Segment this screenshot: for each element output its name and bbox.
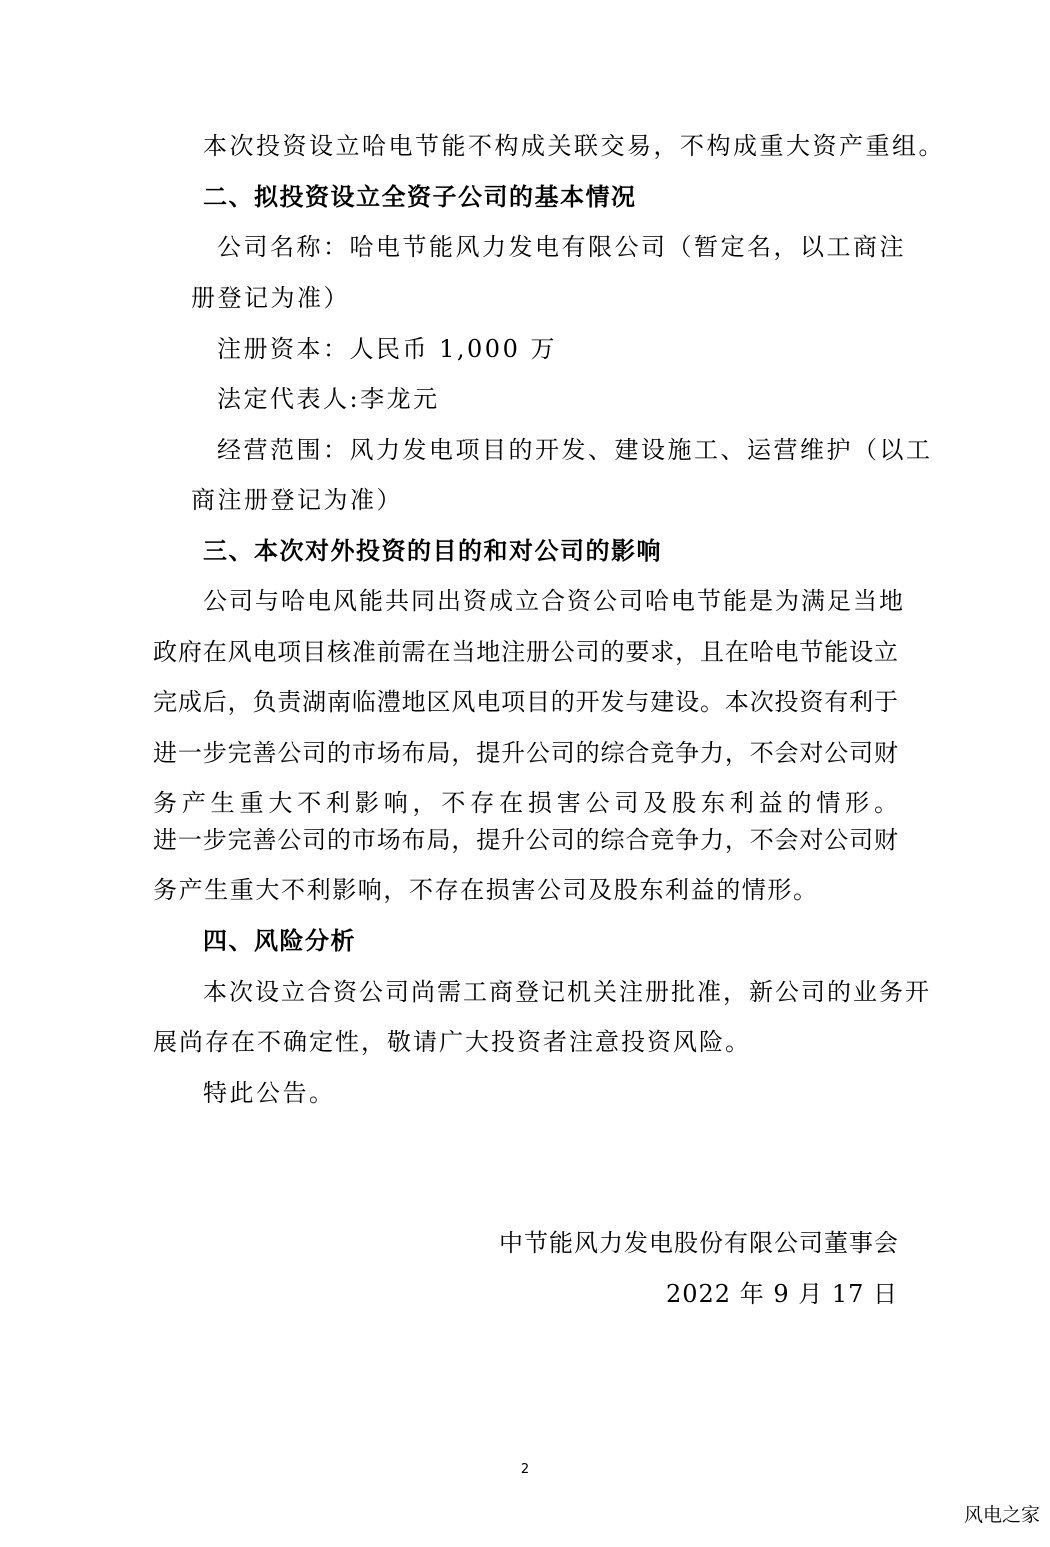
closing-statement: 特此公告。	[203, 1079, 336, 1107]
signature-company: 中节能风力发电股份有限公司董事会	[499, 1229, 899, 1257]
purpose-line-4-repeat: 进一步完善公司的市场布局，提升公司的综合竞争力，不会对公司财	[153, 826, 898, 854]
watermark-text: 风电之家	[963, 1504, 1040, 1526]
purpose-line-5-clipped	[153, 787, 898, 817]
legal-representative: 法定代表人:李龙元	[217, 385, 440, 413]
company-name-line-2: 册登记为准）	[191, 284, 350, 312]
registered-capital: 注册资本：人民币 1,000 万	[217, 335, 557, 363]
purpose-line-3: 完成后，负责湖南临澧地区风电项目的开发与建设。本次投资有利于	[153, 688, 898, 716]
section-heading-4: 四、风险分析	[203, 927, 356, 955]
company-name-line-1: 公司名称：哈电节能风力发电有限公司（暂定名，以工商注	[217, 233, 906, 261]
purpose-line-2: 政府在风电项目核准前需在当地注册公司的要求，且在哈电节能设立	[153, 638, 898, 666]
business-scope-line-2: 商注册登记为准）	[191, 486, 403, 514]
purpose-line-5: 务产生重大不利影响，不存在损害公司及股东利益的情形。	[153, 876, 819, 904]
paragraph-not-related-transaction: 本次投资设立哈电节能不构成关联交易，不构成重大资产重组。	[203, 132, 945, 160]
purpose-line-1: 公司与哈电风能共同出资成立合资公司哈电节能是为满足当地	[203, 587, 905, 615]
purpose-line-4: 进一步完善公司的市场布局，提升公司的综合竞争力，不会对公司财	[153, 739, 898, 767]
purpose-line-5-clipped-text: 务产生重大不利影响，不存在损害公司及股东利益的情形。	[153, 789, 898, 817]
business-scope-line-1: 经营范围：风力发电项目的开发、建设施工、运营维护（以工	[217, 436, 933, 464]
risk-line-2: 展尚存在不确定性，敬请广大投资者注意投资风险。	[153, 1028, 751, 1056]
signature-date: 2022 年 9 月 17 日	[666, 1280, 899, 1308]
section-heading-2: 二、拟投资设立全资子公司的基本情况	[203, 183, 637, 211]
section-heading-3: 三、本次对外投资的目的和对公司的影响	[203, 537, 662, 565]
page-number: 2	[520, 1462, 530, 1477]
risk-line-1: 本次设立合资公司尚需工商登记机关注册批准，新公司的业务开	[203, 978, 931, 1006]
